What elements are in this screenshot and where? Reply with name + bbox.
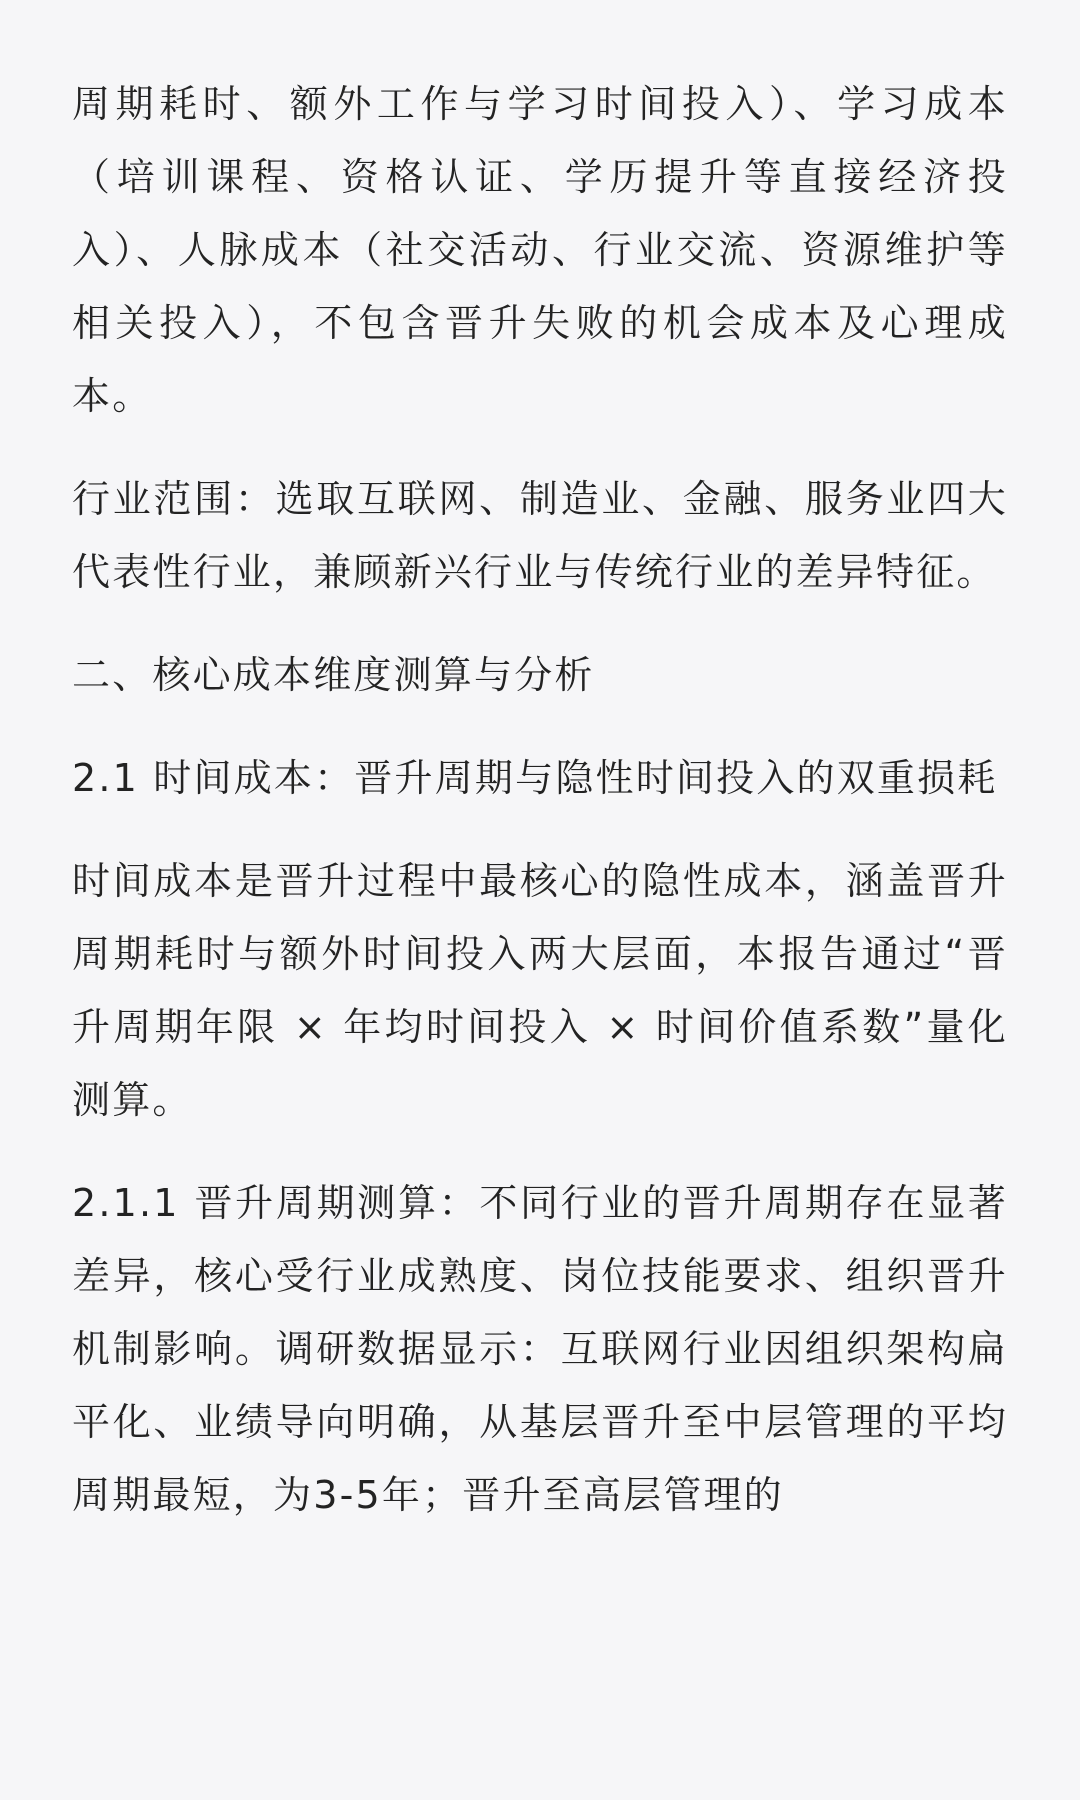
paragraph-promotion-cycle: 2.1.1 晋升周期测算：不同行业的晋升周期存在显著差异，核心受行业成熟度、岗位技能要求、组织晋升机制影响。调研数据显示：互联网行业因组织架构扁平化、业绩导向明确，从基层晋升至中层管理的平均周期最短，为3-5年；晋升至高层管理的 <box>72 1181 1008 1517</box>
paragraph-cost-scope: 周期耗时、额外工作与学习时间投入）、学习成本（培训课程、资格认证、学历提升等直接经济投入）、人脉成本（社交活动、行业交流、资源维护等相关投入），不包含晋升失败的机会成本及心理成本。 <box>72 82 1008 418</box>
paragraph-time-cost-intro: 时间成本是晋升过程中最核心的隐性成本，涵盖晋升周期耗时与额外时间投入两大层面，本报告通过“晋升周期年限 × 年均时间投入 × 时间价值系数”量化测算。 <box>72 859 1008 1122</box>
section-heading: 二、核心成本维度测算与分析 <box>72 653 595 697</box>
subsection-heading-time-cost: 2.1 时间成本：晋升周期与隐性时间投入的双重损耗 <box>72 756 998 800</box>
paragraph-industry-scope: 行业范围：选取互联网、制造业、金融、服务业四大代表性行业，兼顾新兴行业与传统行业的差异特征。 <box>72 477 1008 594</box>
